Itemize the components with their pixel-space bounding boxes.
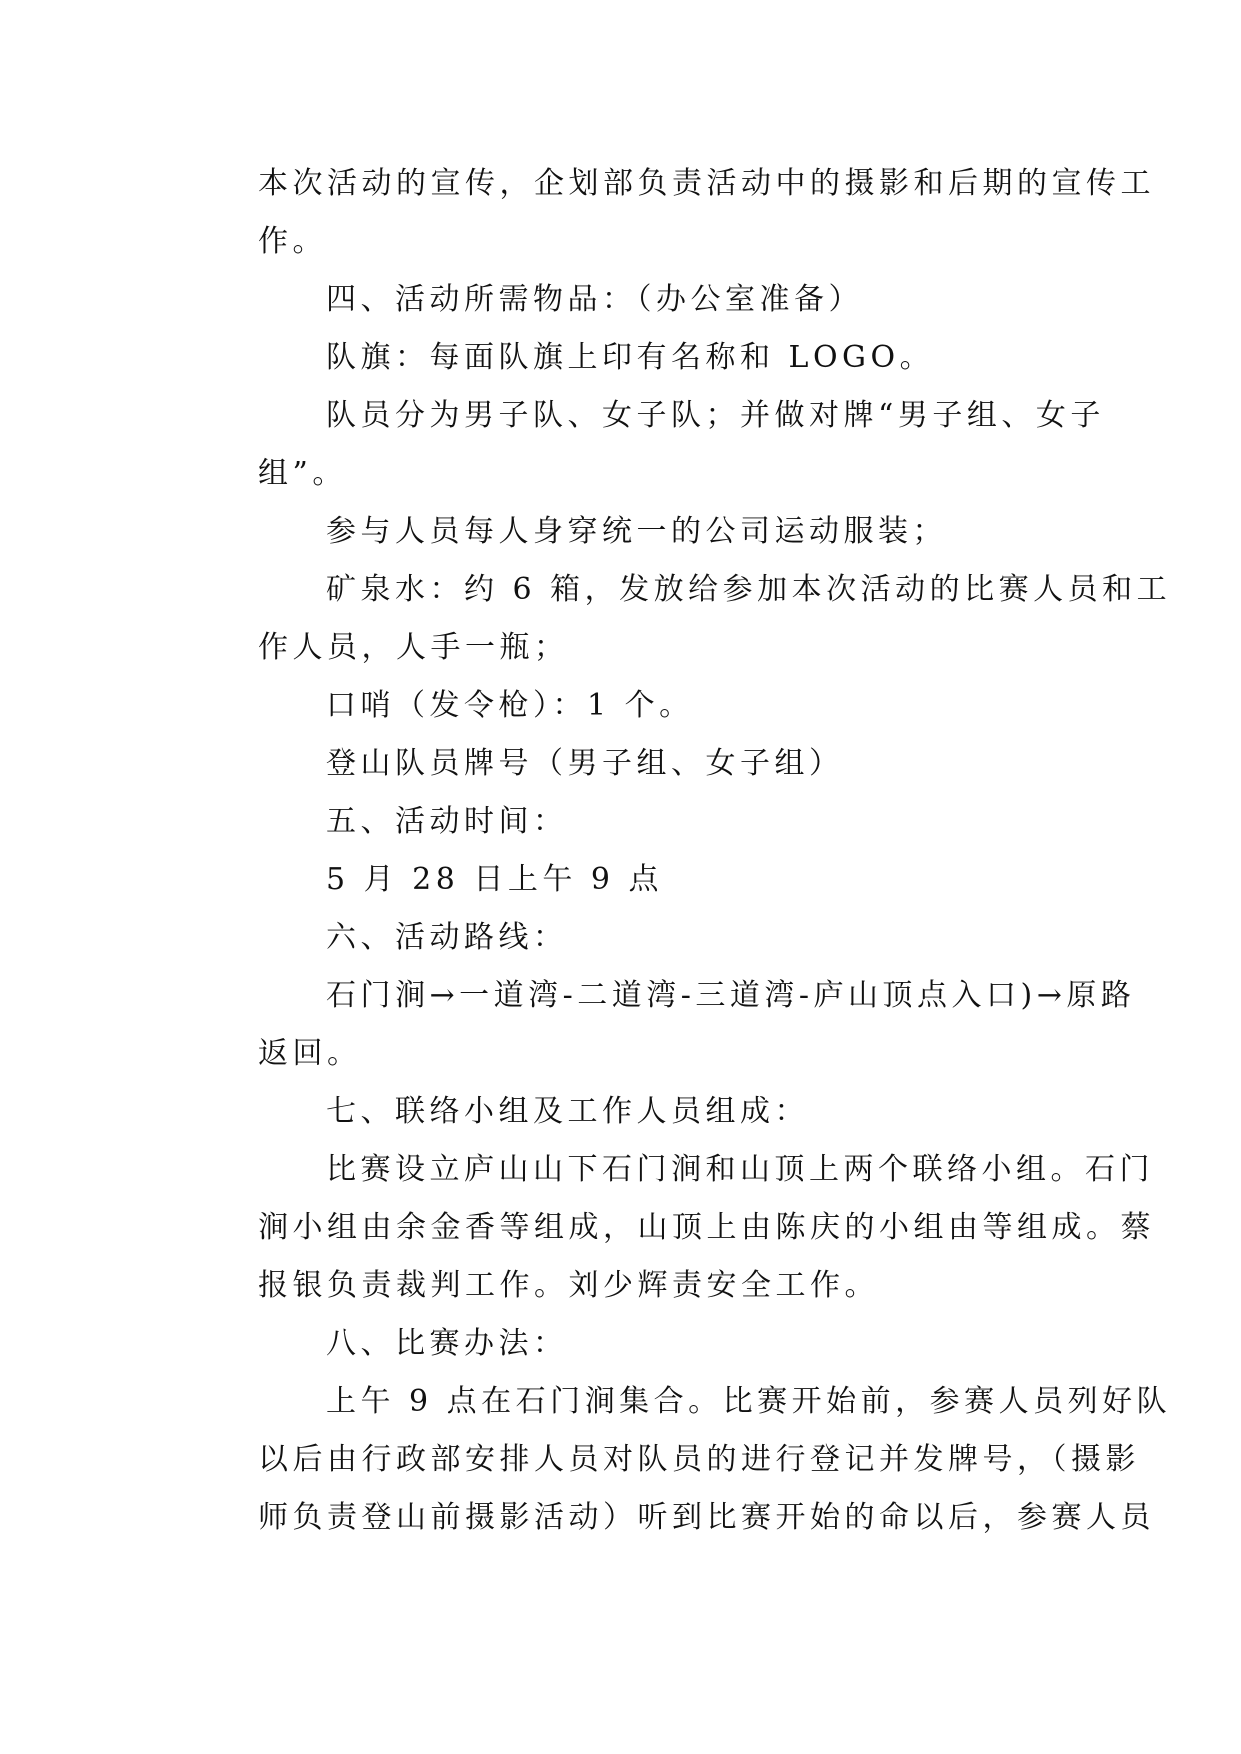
paragraph-team-flag <box>190 329 1052 387</box>
text-line: 七、联络小组及工作人员组成： <box>326 1094 809 1129</box>
text-line: 登山队员牌号（男子组、女子组） <box>326 746 844 781</box>
text-line: 比赛设立庐山山下石门涧和山顶上两个联络小组。石门 <box>326 1152 1154 1187</box>
section-heading-route <box>190 909 1052 967</box>
paragraph-bib-numbers <box>190 735 1052 793</box>
text-line: 以后由行政部安排人员对队员的进行登记并发牌号，（摄影 <box>258 1442 1140 1477</box>
text-line: 参与人员每人身穿统一的公司运动服装； <box>326 514 947 549</box>
section-heading-supplies <box>190 271 1052 329</box>
section-heading-rules <box>190 1315 1052 1373</box>
text-line: 六、活动路线： <box>326 920 568 955</box>
paragraph-whistle <box>190 677 1052 735</box>
text-line: 作。 <box>258 224 327 259</box>
text-line: 口哨（发令枪）：1 个。 <box>326 688 694 723</box>
text-line: 5 月 28 日上午 9 点 <box>326 862 664 897</box>
text-line: 组”。 <box>258 456 347 491</box>
text-line: 八、比赛办法： <box>326 1326 568 1361</box>
text-line: 矿泉水：约 6 箱，发放给参加本次活动的比赛人员和工 <box>326 572 1172 607</box>
text-line: 四、活动所需物品：（办公室准备） <box>326 282 863 317</box>
text-line: 作人员，人手一瓶； <box>258 630 569 665</box>
section-heading-time <box>190 793 1052 851</box>
paragraph-date <box>190 851 1052 909</box>
document-body <box>190 155 1172 1547</box>
paragraph-publicity <box>190 155 1155 271</box>
text-line: 师负责登山前摄影活动）听到比赛开始的命以后，参赛人员 <box>258 1500 1155 1535</box>
text-line: 返回。 <box>258 1036 362 1071</box>
text-line: 队员分为男子队、女子队；并做对牌“男子组、女子 <box>326 398 1105 433</box>
paragraph-team-groups <box>190 387 1105 503</box>
text-line: 涧小组由余金香等组成，山顶上由陈庆的小组由等组成。蔡 <box>258 1210 1155 1245</box>
paragraph-water <box>190 561 1172 677</box>
text-line: 报银负责裁判工作。刘少辉责安全工作。 <box>258 1268 879 1303</box>
paragraph-staff <box>190 1141 1155 1315</box>
paragraph-route <box>190 967 1136 1083</box>
text-line: 五、活动时间： <box>326 804 568 839</box>
paragraph-uniform <box>190 503 1052 561</box>
text-line: 上午 9 点在石门涧集合。比赛开始前，参赛人员列好队 <box>326 1384 1172 1419</box>
text-line: 石门涧→一道湾-二道湾-三道湾-庐山顶点入口)→原路 <box>326 978 1136 1013</box>
paragraph-rules <box>190 1373 1172 1547</box>
text-line: 队旗：每面队旗上印有名称和 LOGO。 <box>326 340 935 375</box>
section-heading-staff <box>190 1083 1052 1141</box>
text-line: 本次活动的宣传，企划部负责活动中的摄影和后期的宣传工 <box>258 166 1155 201</box>
